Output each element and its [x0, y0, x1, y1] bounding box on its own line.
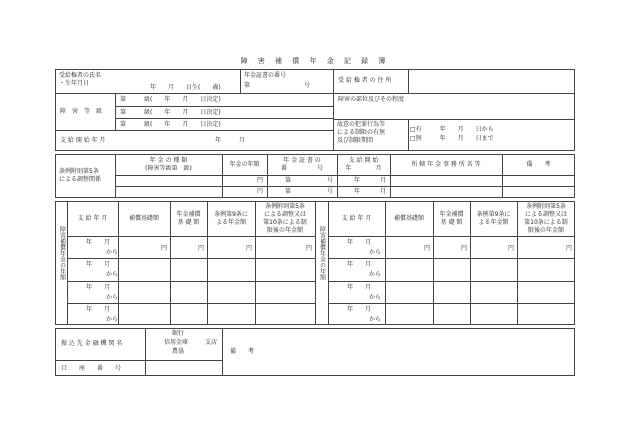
bank-type-coop: 農協: [172, 348, 185, 355]
annual-side-label-left: 障害補償年金の年額: [58, 226, 66, 280]
yen-left-adj: 円: [306, 245, 313, 252]
col-art9-left-2: よる年金額: [215, 219, 246, 226]
row-year-right-2: 年 月: [347, 261, 372, 268]
yen-right-pension-base: 円: [461, 245, 468, 252]
grade-row-1: 第 級( 年 月 日決定): [120, 96, 221, 103]
adjust-go-1: 号: [327, 177, 334, 184]
col-base-left: 補償基礎額: [128, 215, 159, 222]
col-period-left: 支 給 年 月: [77, 215, 108, 222]
address-label: 受 給 権 者 の 住 所: [338, 77, 392, 84]
row-from-right-1: から: [369, 249, 382, 256]
start-header-1: 支 給 開 始: [348, 157, 379, 164]
col-adj-right-3: 第10条による制: [524, 219, 568, 226]
bank-section: [55, 328, 575, 376]
row-from-right-3: から: [369, 294, 382, 301]
yen-left-base: 円: [161, 245, 168, 252]
injury-part-label: 障害の部位及びその程度: [338, 96, 405, 103]
remarks-header: 備 考: [526, 161, 551, 168]
col-base-right: 補償基礎額: [393, 215, 424, 222]
birth-date-value: 年 月 日生( 歳): [150, 84, 221, 91]
bank-remarks-label: 備 考: [230, 348, 255, 355]
row-from-left-3: から: [106, 294, 119, 301]
adjust-go-2: 号: [327, 188, 334, 195]
office-header: 所 轄 年 金 事 務 所 名 等: [411, 161, 481, 168]
grade-row-2: 第 級( 年 月 日決定): [120, 109, 221, 116]
adjust-tsuki-1: 月: [380, 177, 387, 184]
yen-right-base: 円: [424, 245, 431, 252]
col-adj-right-2: による調整又は: [524, 211, 567, 218]
bank-label: 振 込 先 金 融 機 関 名: [61, 340, 123, 347]
col-art9-left-1: 条例第9条に: [214, 211, 248, 218]
crime-label-2: による制限の有無: [337, 129, 386, 136]
adjust-yen-2: 円: [257, 188, 264, 195]
row-from-left-2: から: [106, 271, 119, 278]
adjust-label-2: による調整関係: [59, 176, 102, 183]
col-adj-left-1: 条例附則第5条: [265, 203, 305, 210]
adjust-nen-1: 年: [354, 177, 361, 184]
recipient-name-label: 受給権者の氏名: [59, 72, 102, 79]
restriction-no-option: □無 年 月 日まで: [410, 135, 494, 142]
annual-side-label-right: 障害補償年金の年額: [318, 226, 326, 280]
cert-number-label: 年金証書の番号: [244, 72, 287, 79]
col-pension-base-left-2: 基 礎 額: [177, 219, 200, 226]
bank-type-bank: 銀行: [172, 330, 185, 337]
col-pension-base-right-1: 年金補償: [439, 211, 464, 218]
start-header-2: 年 月: [345, 165, 382, 172]
col-pension-base-left-1: 年金補償: [176, 211, 201, 218]
row-from-left-1: から: [106, 249, 119, 256]
crime-label-1: 故意の犯罪行為等: [337, 121, 386, 128]
col-pension-base-right-2: 基 礎 額: [440, 219, 463, 226]
col-adj-left-2: による調整又は: [263, 211, 306, 218]
col-art9-right-2: よる年金額: [478, 219, 509, 226]
row-year-left-3: 年 月: [86, 284, 111, 291]
yen-left-art9: 円: [246, 245, 253, 252]
restriction-yes-option: □有 年 月 日から: [410, 126, 494, 133]
pension-type-header: 年 金 の 種 類: [149, 157, 188, 164]
row-from-right-4: から: [369, 316, 382, 323]
grade-row-3: 第 級( 年 月 日決定): [120, 121, 221, 128]
adjust-label-1: 条例附則第5条: [59, 168, 99, 175]
row-year-right-3: 年 月: [347, 284, 372, 291]
row-year-left-1: 年 月: [86, 239, 111, 246]
yen-right-art9: 円: [508, 245, 515, 252]
col-period-right: 支 給 年 月: [341, 215, 372, 222]
row-year-right-4: 年 月: [347, 306, 372, 313]
row-year-left-2: 年 月: [86, 261, 111, 268]
row-year-left-4: 年 月: [86, 306, 111, 313]
adjust-dai-1: 第: [285, 177, 292, 184]
birth-label: ・生年月日: [59, 80, 90, 87]
adjust-nen-2: 年: [354, 188, 361, 195]
bank-branch: 支店: [205, 339, 218, 346]
yen-right-adj: 円: [566, 245, 573, 252]
col-adj-right-4: 限後の年金額: [527, 227, 564, 234]
col-art9-right-1: 条例第9条に: [476, 211, 511, 218]
row-from-left-4: から: [106, 316, 119, 323]
col-adj-right-1: 条例附則第5条: [526, 203, 566, 210]
col-adj-left-4: 限後の年金額: [266, 227, 303, 234]
crime-label-3: 及び制限期間: [337, 137, 374, 144]
yen-left-pension-base: 円: [198, 245, 205, 252]
pension-amount-header: 年金の年額: [229, 161, 260, 168]
bank-type-credit: 信用金庫: [164, 339, 189, 346]
start-value: 年 月: [215, 137, 246, 144]
pension-grade-header: (障害等級第 級): [145, 165, 192, 172]
cert-no-header-2: 番 号: [280, 165, 323, 172]
row-from-right-2: から: [369, 271, 382, 278]
adjust-tsuki-2: 月: [380, 188, 387, 195]
adjust-yen-1: 円: [257, 177, 264, 184]
col-adj-left-3: 第10条による制: [263, 219, 307, 226]
row-year-right-1: 年 月: [347, 239, 372, 246]
grade-label: 障 害 等 級: [60, 108, 103, 115]
adjust-dai-2: 第: [285, 188, 292, 195]
page-title: 障 害 補 償 年 金 記 録 簿: [240, 57, 390, 65]
start-label: 支 給 開 始 年 月: [60, 137, 106, 144]
account-number-label: 口 座 番 号: [61, 365, 122, 372]
cert-number-value: 第 号: [244, 82, 311, 89]
cert-no-header-1: 年 金 証 書 の: [283, 157, 321, 164]
